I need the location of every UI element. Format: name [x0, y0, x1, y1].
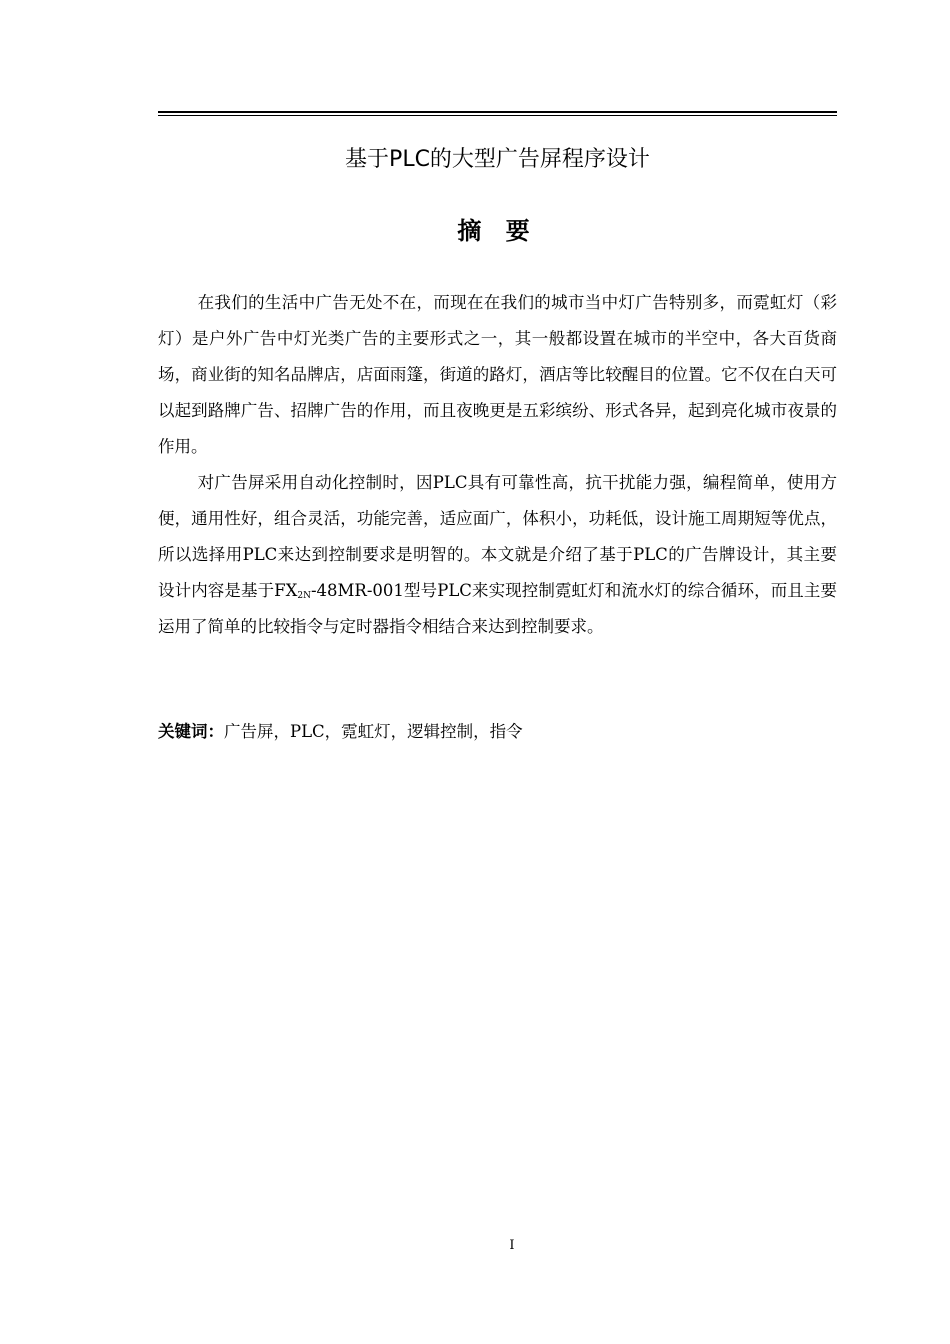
abstract-heading: 摘 要 — [457, 217, 538, 245]
paragraph-2-part-1: 对广告屏采用自动化控制时，因PLC具有可靠性高，抗干扰能力强，编程简单，使用方便，通用性好，组合灵活，功能完善，适应面广，体积小，功耗低，设计施工周期短等优点，所以选择用PLC来达到控制要求是明智的。本文就是介绍了基于PLC的广告牌设计，其主要设计内容是基于FX — [158, 473, 837, 600]
keywords-list: 广告屏，PLC，霓虹灯，逻辑控制，指令 — [224, 722, 523, 741]
paragraph-2-part-2: -48MR-001型号PLC来实现控制霓虹灯和流水灯的综合循环，而且主要运用了简单的比较指令与定时器指令相结合来达到控制要求。 — [158, 581, 837, 636]
page-number: I — [509, 1238, 515, 1253]
document-title: 基于PLC的大型广告屏程序设计 — [345, 147, 650, 172]
header-rule-thick — [158, 111, 837, 113]
abstract-paragraph-1: 在我们的生活中广告无处不在，而现在在我们的城市当中灯广告特别多，而霓虹灯（彩灯）是户外广告中灯光类广告的主要形式之一，其一般都设置在城市的半空中，各大百货商场，商业街的知名品牌店，店面雨篷，街道的路灯，酒店等比较醒目的位置。它不仅在白天可以起到路牌广告、招牌广告的作用，而且夜晚更是五彩缤纷、形式各异，起到亮化城市夜景的作用。 — [158, 293, 837, 456]
abstract-paragraph-2 — [158, 465, 837, 645]
header-rule-thin — [158, 115, 837, 116]
abstract-body — [158, 285, 837, 645]
keywords-line — [158, 716, 837, 748]
keywords-label: 关键词： — [158, 722, 224, 741]
model-subscript: 2N — [297, 591, 311, 601]
